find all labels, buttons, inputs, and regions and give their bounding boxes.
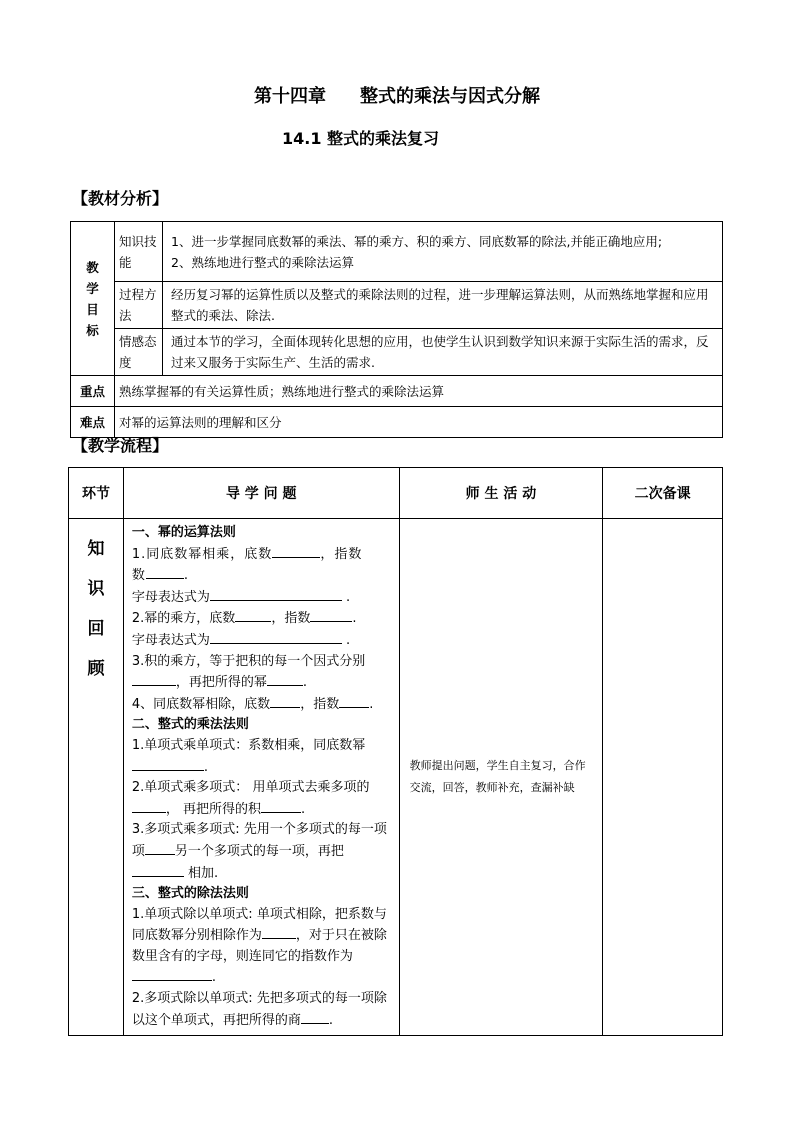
- activity-cell: 教师提出问题，学生自主复习，合作交流，回答，教师补充，查漏补缺: [399, 519, 603, 1036]
- guide-line: 2.幂的乘方，底数 ，指数 .: [132, 608, 391, 630]
- guide-cell: [123, 519, 399, 1036]
- notes-cell: [603, 519, 723, 1036]
- guide-line: 3.多项式乘多项式: 先用一个多项式的每一项 项 另一个多项式的每一项，再把 相加.: [131, 822, 387, 881]
- guide-line: 字母表达式为 .: [132, 630, 391, 652]
- stage-cell: [69, 519, 124, 1036]
- analysis-table: [70, 221, 723, 438]
- analysis-heading: 【教材分析】: [72, 189, 169, 208]
- col-header-activity: 师 生 活 动: [399, 468, 603, 519]
- guide-line: 数 .: [132, 565, 391, 587]
- col-header-guide: 导 学 问 题: [123, 468, 399, 519]
- chapter-name: 整式的乘法与因式分解: [360, 86, 540, 107]
- emotion-label: 情感态度: [115, 329, 163, 376]
- knowledge-content: [163, 222, 723, 282]
- difficulty-content: 对幂的运算法则的理解和区分: [115, 407, 723, 438]
- process-label: 过程方法: [115, 282, 163, 329]
- guide-line: 1.单项式乘单项式：系数相乘，同底数幂.: [131, 737, 366, 775]
- guide-line: 2.多项式除以单项式: 先把多项式的每一项除以这个单项式，再把所得的商 .: [131, 991, 387, 1028]
- flow-table: [68, 467, 723, 1036]
- difficulty-label: 难点: [71, 407, 115, 438]
- guide-line: 3.积的乘方，等于把积的每一个因式分别，再把所得的幂 .: [131, 653, 366, 691]
- guide-heading: 二、整式的乘法法则: [131, 717, 249, 733]
- guide-line: 1.单项式除以单项式: 单项式相除，把系数与同底数幂分别相除作为 ，对于只在被除数里含有的字母，则连同它的指数作为.: [131, 906, 387, 986]
- chapter-title: [0, 84, 794, 110]
- stage-char: 识: [87, 579, 105, 599]
- guide-line: 1.同底数幂相乘，底数 ，指数: [132, 544, 391, 566]
- chapter-number: 第十四章: [254, 86, 326, 107]
- process-content: 经历复习幂的运算性质以及整式的乘除法则的过程，进一步理解运算法则，从而熟练地掌握和应用整式的乘法、除法.: [163, 282, 723, 329]
- guide-line: 字母表达式为 .: [132, 587, 391, 609]
- guide-line: 4、同底数幂相除，底数 ，指数 .: [132, 694, 391, 716]
- flow-heading: 【教学流程】: [72, 436, 169, 455]
- guide-heading: 三、整式的除法法则: [131, 886, 249, 902]
- stage-char: 顾: [87, 659, 105, 679]
- knowledge-item: 1、进一步掌握同底数幂的乘法、幂的乘方、积的乘方、同底数幂的除法,并能正确地应用;: [171, 233, 663, 249]
- stage-char: 回: [87, 619, 105, 639]
- guide-heading: 一、幂的运算法则: [131, 525, 236, 540]
- section-title: 14.1 整式的乘法复习: [282, 129, 440, 148]
- stage-char: 知: [87, 539, 105, 559]
- col-header-notes: 二次备课: [603, 468, 723, 519]
- key-content: 熟练掌握幂的有关运算性质；熟练地进行整式的乘除法运算: [115, 376, 723, 407]
- key-label: 重点: [71, 376, 115, 407]
- guide-line: 2.单项式乘多项式： 用单项式去乘多项的， 再把所得的积 .: [131, 780, 370, 817]
- col-header-stage: 环节: [69, 468, 124, 519]
- goal-label: 教 学 目 标: [71, 222, 115, 376]
- knowledge-label: 知识技能: [115, 222, 163, 282]
- emotion-content: 通过本节的学习，全面体现转化思想的应用，也使学生认识到数学知识来源于实际生活的需求，反过来又服务于实际生产、生活的需求.: [163, 329, 723, 376]
- knowledge-item: 2、熟练地进行整式的乘除法运算: [171, 254, 354, 270]
